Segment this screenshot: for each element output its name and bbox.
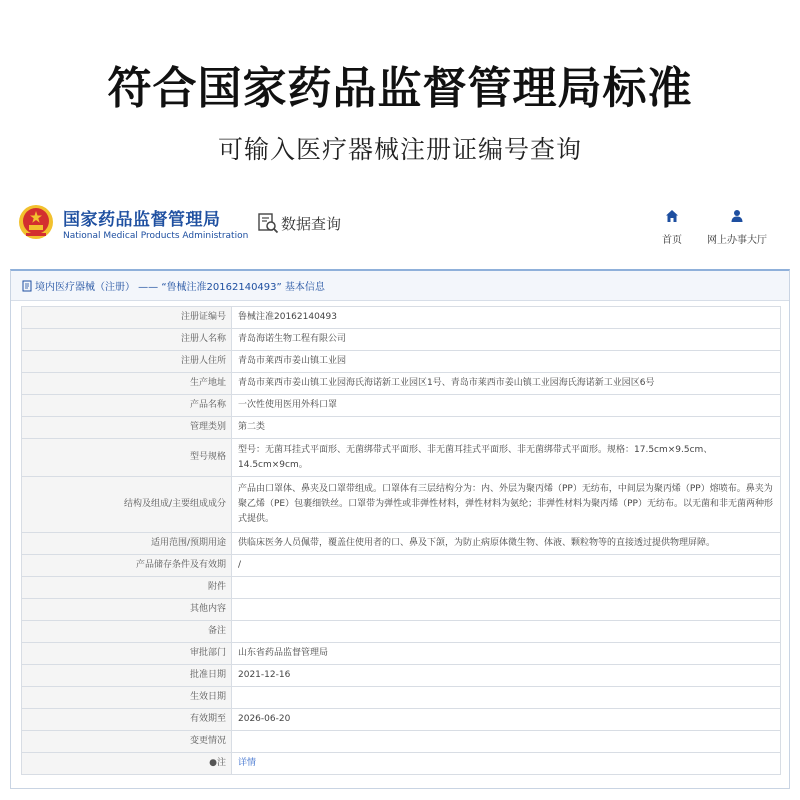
agency-name: 国家药品监督管理局 (63, 210, 221, 230)
field-value (232, 599, 781, 621)
registration-info-table (21, 306, 781, 775)
field-label: 其他内容 (22, 599, 232, 621)
national-emblem-icon (18, 204, 54, 240)
field-value: / (232, 555, 781, 577)
table-row (22, 731, 781, 753)
field-label: 结构及组成/主要组成成分 (22, 477, 232, 533)
field-label: 附件 (22, 577, 232, 599)
table-row (22, 709, 781, 731)
table-row (22, 439, 781, 477)
field-label: 注册人名称 (22, 329, 232, 351)
table-row (22, 329, 781, 351)
table-row (22, 373, 781, 395)
field-value: 2021-12-16 (232, 665, 781, 687)
nav-home[interactable] (658, 208, 686, 246)
field-label: 管理类别 (22, 417, 232, 439)
nav-online-service-hall[interactable] (706, 208, 768, 246)
field-label: 型号规格 (22, 439, 232, 477)
table-row (22, 307, 781, 329)
agency-name-en: National Medical Products Administration (63, 231, 249, 241)
field-value: 青岛市莱西市姜山镇工业园 (232, 351, 781, 373)
detail-panel (10, 269, 790, 789)
field-value: 青岛市莱西市姜山镇工业园海氏海诺新工业园区1号、青岛市莱西市姜山镇工业园海氏海诺新工业园区6号 (232, 373, 781, 395)
field-value (232, 687, 781, 709)
table-row (22, 351, 781, 373)
details-link[interactable]: 详情 (238, 758, 257, 768)
table-row (22, 753, 781, 775)
field-label: 适用范围/预期用途 (22, 533, 232, 555)
field-value: 第二类 (232, 417, 781, 439)
field-label: 注 (216, 758, 226, 768)
hero-title: 符合国家药品监督管理局标准 (107, 63, 693, 114)
field-value: 供临床医务人员佩带，覆盖住使用者的口、鼻及下颌，为防止病原体微生物、体液、颗粒物等的直接透过提供物理屏障。 (232, 533, 781, 555)
breadcrumb: 境内医疗器械（注册） —— “鲁械注准20162140493” 基本信息 (35, 282, 325, 293)
table-row (22, 417, 781, 439)
field-label: 变更情况 (22, 731, 232, 753)
nav-home-label: 首页 (662, 235, 682, 246)
table-row (22, 477, 781, 533)
data-query-link[interactable] (257, 210, 341, 236)
table-row (22, 555, 781, 577)
info-marker-icon: ● (209, 758, 217, 768)
field-label: 生效日期 (22, 687, 232, 709)
field-value: 山东省药品监督管理局 (232, 643, 781, 665)
table-row (22, 665, 781, 687)
table-row (22, 599, 781, 621)
nav-online-service-hall-label: 网上办事大厅 (707, 235, 767, 246)
field-value-cell (232, 753, 781, 775)
note-label-cell (22, 753, 232, 775)
field-label: 产品储存条件及有效期 (22, 555, 232, 577)
field-label: 生产地址 (22, 373, 232, 395)
field-value (232, 577, 781, 599)
field-value: 产品由口罩体、鼻夹及口罩带组成。口罩体有三层结构分为：内、外层为聚丙烯（PP）无纺布，中间层为聚丙烯（PP）熔喷布。鼻夹为聚乙烯（PE）包裹细铁丝。口罩带为弹性或非弹性材料，弹性材料为氨纶；非弹性材料为聚丙烯（PP）无纺布。以无菌和非无菌两种形式提供。 (232, 477, 781, 533)
user-icon (730, 209, 744, 223)
field-label: 注册证编号 (22, 307, 232, 329)
home-icon (665, 209, 679, 223)
field-value: 鲁械注准20162140493 (232, 307, 781, 329)
field-value: 一次性使用医用外科口罩 (232, 395, 781, 417)
table-row (22, 577, 781, 599)
table-row (22, 395, 781, 417)
field-label: 产品名称 (22, 395, 232, 417)
hero-subtitle: 可输入医疗器械注册证编号查询 (217, 135, 582, 164)
table-row (22, 687, 781, 709)
field-value: 型号：无菌耳挂式平面形、无菌绑带式平面形、非无菌耳挂式平面形、非无菌绑带式平面形。规格：17.5cm×9.5cm、14.5cm×9cm。 (232, 439, 781, 477)
panel-header (11, 271, 789, 301)
field-value: 2026-06-20 (232, 709, 781, 731)
document-icon (21, 280, 33, 292)
table-row (22, 533, 781, 555)
field-label: 注册人住所 (22, 351, 232, 373)
search-document-icon (257, 212, 279, 234)
field-label: 有效期至 (22, 709, 232, 731)
site-header (0, 196, 800, 258)
field-value (232, 621, 781, 643)
field-label: 批准日期 (22, 665, 232, 687)
field-label: 备注 (22, 621, 232, 643)
table-row (22, 643, 781, 665)
field-value: 青岛海诺生物工程有限公司 (232, 329, 781, 351)
field-label: 审批部门 (22, 643, 232, 665)
field-value (232, 731, 781, 753)
data-query-label: 数据查询 (281, 214, 342, 233)
table-row (22, 621, 781, 643)
